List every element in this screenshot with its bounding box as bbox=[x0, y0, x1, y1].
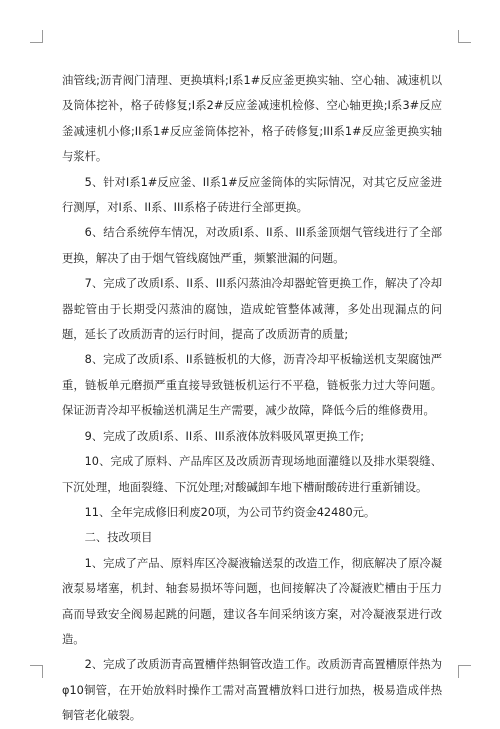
paragraph-tech-1: 1、完成了产品、原料库区冷凝液输送泵的改造工作，彻底解决了原冷凝液泵易堵塞，机封、轴套易损坏等问题，也间接解决了冷凝液贮槽由于压力高而导致安全阀易起跳的问题，建议各车间采纳该方案，对冷凝液泵进行改造。 bbox=[62, 556, 442, 646]
paragraph-item-9: 9、完成了改质I系、II系、III系液体放料吸风罩更换工作; bbox=[84, 429, 365, 443]
crop-mark-top-right bbox=[458, 30, 471, 43]
crop-mark-top-left bbox=[30, 30, 43, 43]
paragraph-tech-2: 2、完成了改质沥青高置槽伴热铜管改造工作。改质沥青高置槽原伴热为φ10铜管，在开始放料时操作工需对高置槽放料口进行加热，极易造成伴热铜管老化破裂。 bbox=[62, 658, 442, 723]
paragraph-item-11: 11、全年完成修旧利废20项，为公司节约资金42480元。 bbox=[84, 505, 376, 519]
paragraph-item-5: 5、针对I系1#反应釜、II系1#反应釜筒体的实际情况，对其它反应釜进行测厚，对I系、II系、III系格子砖进行全部更换。 bbox=[62, 175, 442, 215]
document-body bbox=[62, 68, 442, 729]
paragraph-item-6: 6、结合系统停车情况，对改质I系、II系、III系釜顶烟气管线进行了全部更换，解决了由于烟气管线腐蚀严重，频繁泄漏的问题。 bbox=[62, 226, 442, 265]
paragraph-item-10: 10、完成了原料、产品库区及改质沥青现场地面灌缝以及排水渠裂缝、下沉处理，地面裂缝、下沉处理;对酸碱卸车地下槽耐酸砖进行重新铺设。 bbox=[62, 455, 442, 494]
paragraph-continuation: 油管线;沥青阀门清理、更换填料;I系1#反应釜更换实轴、空心轴、减速机以及筒体挖补，格子砖修复;I系2#反应釜减速机检修、空心轴更换;I系3#反应釜减速机小修;II系1#反应釜筒体挖补，格子砖修复;III系1#反应釜更换实轴与浆杆。 bbox=[62, 74, 442, 164]
crop-mark-bottom-right bbox=[458, 665, 471, 678]
section-heading: 二、技改项目 bbox=[84, 531, 153, 545]
paragraph-item-8: 8、完成了改质I系、II系链板机的大修，沥青冷却平板输送机支架腐蚀严重，链板单元磨损严重直接导致链板机运行不平稳，链板张力过大等问题。保证沥青冷却平板输送机满足生产需要，减少故障，降低今后的维修费用。 bbox=[62, 353, 442, 418]
crop-mark-bottom-left bbox=[30, 665, 43, 678]
paragraph-item-7: 7、完成了改质I系、II系、III系闪蒸油冷却器蛇管更换工作，解决了冷却器蛇管由于长期受闪蒸油的腐蚀，造成蛇管整体减薄，多处出现漏点的问题，延长了改质沥青的运行时间，提高了改质沥青的质量; bbox=[62, 277, 442, 342]
